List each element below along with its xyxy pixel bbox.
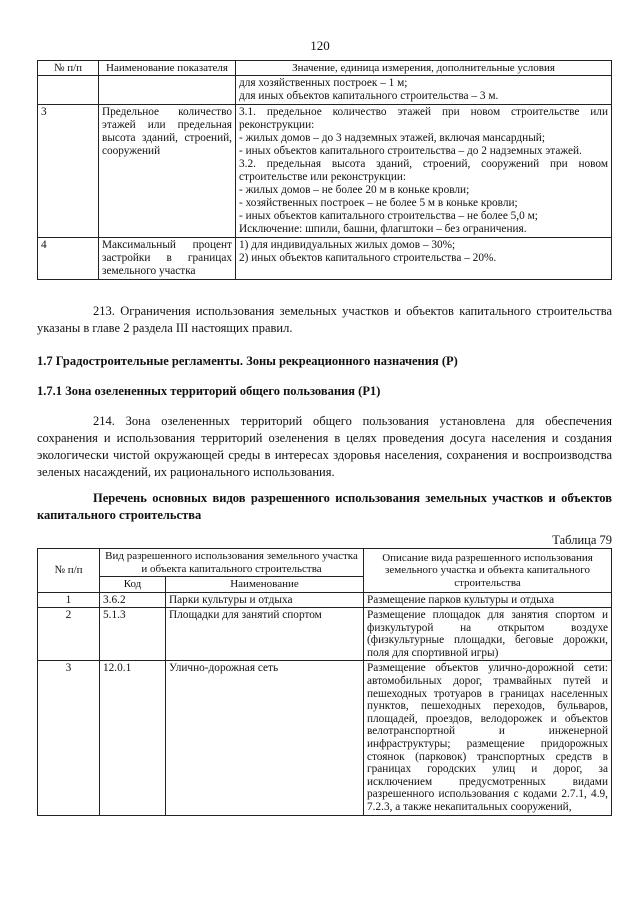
header-value: Значение, единица измерения, дополнительные условия — [236, 61, 612, 76]
cell-use-name: Парки культуры и отдыха — [166, 592, 364, 608]
table-row — [38, 105, 612, 238]
value-line: - жилых домов – до 3 надземных этажей, включая мансардный; — [239, 132, 545, 144]
cell-value — [236, 105, 612, 238]
header-no: № п/п — [38, 61, 99, 76]
cell-no — [38, 76, 99, 105]
subsection-heading: 1.7.1 Зона озелененных территорий общего пользования (Р1) — [37, 384, 381, 398]
value-line: 1) для индивидуальных жилых домов – 30%; — [239, 239, 456, 251]
value-line: для иных объектов капитального строительства – 3 м. — [239, 90, 499, 102]
value-line: 3.1. предельное количество этажей при новом строительстве или — [239, 106, 608, 118]
cell-no: 3 — [38, 661, 100, 815]
table-row — [38, 76, 612, 105]
value-line: для хозяйственных построек – 1 м; — [239, 77, 408, 89]
value-line: 2) иных объектов капитального строительства – 20%. — [239, 252, 497, 264]
permitted-uses-table — [37, 548, 612, 816]
cell-desc: Размещение площадок для занятия спортом и физкультурой на открытом воздухе (физкультурные площадки, беговые дорожки, поля для спортивной игры) — [364, 608, 612, 661]
cell-use-name: Улично-дорожная сеть — [166, 661, 364, 815]
cell-name: Предельное количество этажей или предельная высота зданий, строений, сооружений — [99, 105, 236, 238]
value-line: - иных объектов капитального строительства – не более 5,0 м; — [239, 210, 538, 222]
value-line: строительстве или реконструкции: — [239, 171, 407, 183]
value-line: 3.2. предельная высота зданий, строений, сооружений при новом — [239, 158, 608, 170]
cell-value — [236, 76, 612, 105]
value-line: - иных объектов капитального строительства – до 2 надземных этажей. — [239, 145, 582, 157]
section-heading: 1.7 Градостроительные регламенты. Зоны рекреационного назначения (Р) — [37, 354, 458, 368]
table-row — [38, 238, 612, 280]
value-line: реконструкции: — [239, 119, 315, 131]
cell-desc: Размещение объектов улично-дорожной сети: автомобильных дорог, трамвайных путей и пешеходных тротуаров в границах населенных пунктов, пешеходных переходов, бульваров, площадей, проездов, велодорожек и объектов велотранспортной и инженерной инфраструктуры; размещение придорожных стоянок (парковок) транспортных средств в границах городских улиц и дорог, за исключением предусмотренных видами разрешенного использования с кодами 2.7.1, 4.9, 7.2.3, а также некапитальных сооружений, — [364, 661, 612, 815]
header-no: № п/п — [38, 549, 100, 593]
header-name: Наименование показателя — [99, 61, 236, 76]
header-group: Вид разрешенного использования земельного участка и объекта капитального строительства — [100, 549, 364, 577]
cell-no: 4 — [38, 238, 99, 280]
table-row — [38, 592, 612, 608]
header-code: Код — [100, 577, 166, 593]
cell-code: 12.0.1 — [100, 661, 166, 815]
paragraph-213: 213. Ограничения использования земельных участков и объектов капитального строительства указаны в главе 2 раздела III настоящих правил. — [37, 304, 612, 335]
cell-no: 3 — [38, 105, 99, 238]
cell-name: Максимальный процент застройки в границах земельного участка — [99, 238, 236, 280]
table-row — [38, 608, 612, 661]
cell-no: 1 — [38, 592, 100, 608]
cell-name — [99, 76, 236, 105]
page-number: 120 — [310, 38, 330, 53]
table-row — [38, 661, 612, 815]
cell-value — [236, 238, 612, 280]
list-heading: Перечень основных видов разрешенного использования земельных участков и объектов капитального строительства — [37, 491, 612, 522]
value-line: - жилых домов – не более 20 м в коньке кровли; — [239, 184, 470, 196]
header-desc: Описание вида разрешенного использования земельного участка и объекта капитального строительства — [364, 549, 612, 593]
paragraph-214: 214. Зона озелененных территорий общего пользования установлена для обеспечения сохранения и использования территорий озеленения в целях проведения досуга населения и создания экологически чистой окружающей среды в интересах здоровья населения, сохранения и воспроизводства зеленых насаждений, их рационального использования. — [37, 414, 612, 479]
cell-use-name: Площадки для занятий спортом — [166, 608, 364, 661]
cell-code: 3.6.2 — [100, 592, 166, 608]
header-use-name: Наименование — [166, 577, 364, 593]
parameters-table — [37, 60, 612, 280]
table-caption: Таблица 79 — [552, 533, 612, 547]
cell-code: 5.1.3 — [100, 608, 166, 661]
value-line: - хозяйственных построек – не более 5 м в коньке кровли; — [239, 197, 518, 209]
cell-no: 2 — [38, 608, 100, 661]
value-line: Исключение: шпили, башни, флагштоки – без ограничения. — [239, 223, 527, 235]
cell-desc: Размещение парков культуры и отдыха — [364, 592, 612, 608]
table-header-row — [38, 549, 612, 577]
table-header-row — [38, 61, 612, 76]
